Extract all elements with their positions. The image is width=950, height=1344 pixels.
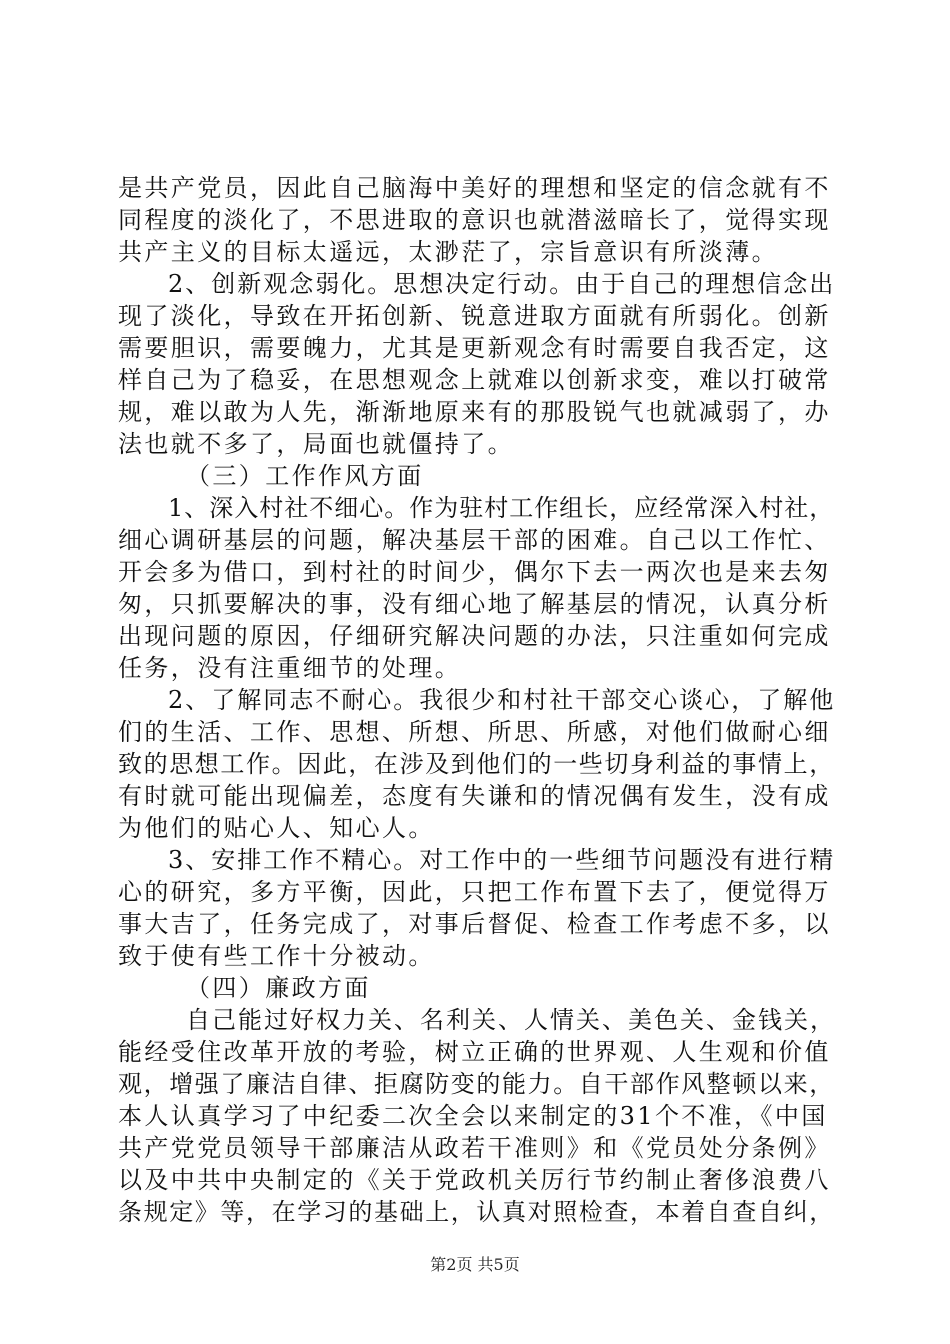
- page-footer: 第2页 共5页: [430, 1255, 520, 1274]
- text-line: 开会多为借口，到村社的时间少，偶尔下去一两次也是来去匆: [118, 558, 831, 586]
- text-line: 为他们的贴心人、知心人。: [118, 814, 435, 842]
- text-line: 1、深入村社不细心。作为驻村工作组长，应经常深入村社，: [168, 494, 835, 522]
- text-line: 任务，没有注重细节的处理。: [118, 654, 462, 682]
- text-line: 3、安排工作不精心。对工作中的一些细节问题没有进行精: [168, 846, 836, 874]
- text-line: 以及中共中央制定的《关于党政机关厉行节约制止奢侈浪费八: [118, 1166, 831, 1194]
- text-line: 自己能过好权力关、名利关、人情关、美色关、金钱关，: [186, 1006, 836, 1034]
- text-line: 需要胆识，需要魄力，尤其是更新观念有时需要自我否定，这: [118, 334, 831, 362]
- text-line: 致的思想工作。因此，在涉及到他们的一些切身利益的事情上，: [118, 750, 835, 778]
- text-line: 致于使有些工作十分被动。: [118, 942, 435, 970]
- text-line: 观，增强了廉洁自律、拒腐防变的能力。自干部作风整顿以来，: [118, 1070, 835, 1098]
- text-line: 能经受住改革开放的考验，树立正确的世界观、人生观和价值: [118, 1038, 831, 1066]
- text-line: 出现问题的原因，仔细研究解决问题的办法，只注重如何完成: [118, 622, 831, 650]
- text-line: （三）工作作风方面: [186, 462, 424, 490]
- text-line: 是共产党员，因此自己脑海中美好的理想和坚定的信念就有不: [118, 174, 831, 202]
- document-body: [118, 172, 838, 1228]
- text-line: 条规定》等，在学习的基础上，认真对照检查，本着自查自纠，: [118, 1198, 835, 1226]
- text-line: 本人认真学习了中纪委二次全会以来制定的31个不准，《中国: [118, 1102, 828, 1130]
- text-line: 现了淡化，导致在开拓创新、锐意进取方面就有所弱化。创新: [118, 302, 831, 330]
- text-line: 匆，只抓要解决的事，没有细心地了解基层的情况，认真分析: [118, 590, 831, 618]
- text-line: 们的生活、工作、思想、所想、所思、所感，对他们做耐心细: [118, 718, 831, 746]
- text-line: 法也就不多了，局面也就僵持了。: [118, 430, 514, 458]
- text-line: （四）廉政方面: [186, 974, 371, 1002]
- text-line: 有时就可能出现偏差，态度有失谦和的情况偶有发生，没有成: [118, 782, 831, 810]
- text-line: 样自己为了稳妥，在思想观念上就难以创新求变，难以打破常: [118, 366, 831, 394]
- text-line: 共产主义的目标太遥远，太渺茫了，宗旨意识有所淡薄。: [118, 238, 778, 266]
- text-line: 心的研究，多方平衡，因此，只把工作布置下去了，便觉得万: [118, 878, 831, 906]
- text-line: 共产党党员领导干部廉洁从政若干准则》和《党员处分条例》: [118, 1134, 831, 1162]
- text-line: 细心调研基层的问题，解决基层干部的困难。自己以工作忙、: [118, 526, 831, 554]
- text-line: 同程度的淡化了，不思进取的意识也就潜滋暗长了，觉得实现: [118, 206, 831, 234]
- text-line: 事大吉了，任务完成了，对事后督促、检查工作考虑不多，以: [118, 910, 831, 938]
- text-line: 2、了解同志不耐心。我很少和村社干部交心谈心，了解他: [168, 686, 836, 714]
- text-line: 规，难以敢为人先，渐渐地原来有的那股锐气也就减弱了，办: [118, 398, 831, 426]
- text-line: 2、创新观念弱化。思想决定行动。由于自己的理想信念出: [168, 270, 836, 298]
